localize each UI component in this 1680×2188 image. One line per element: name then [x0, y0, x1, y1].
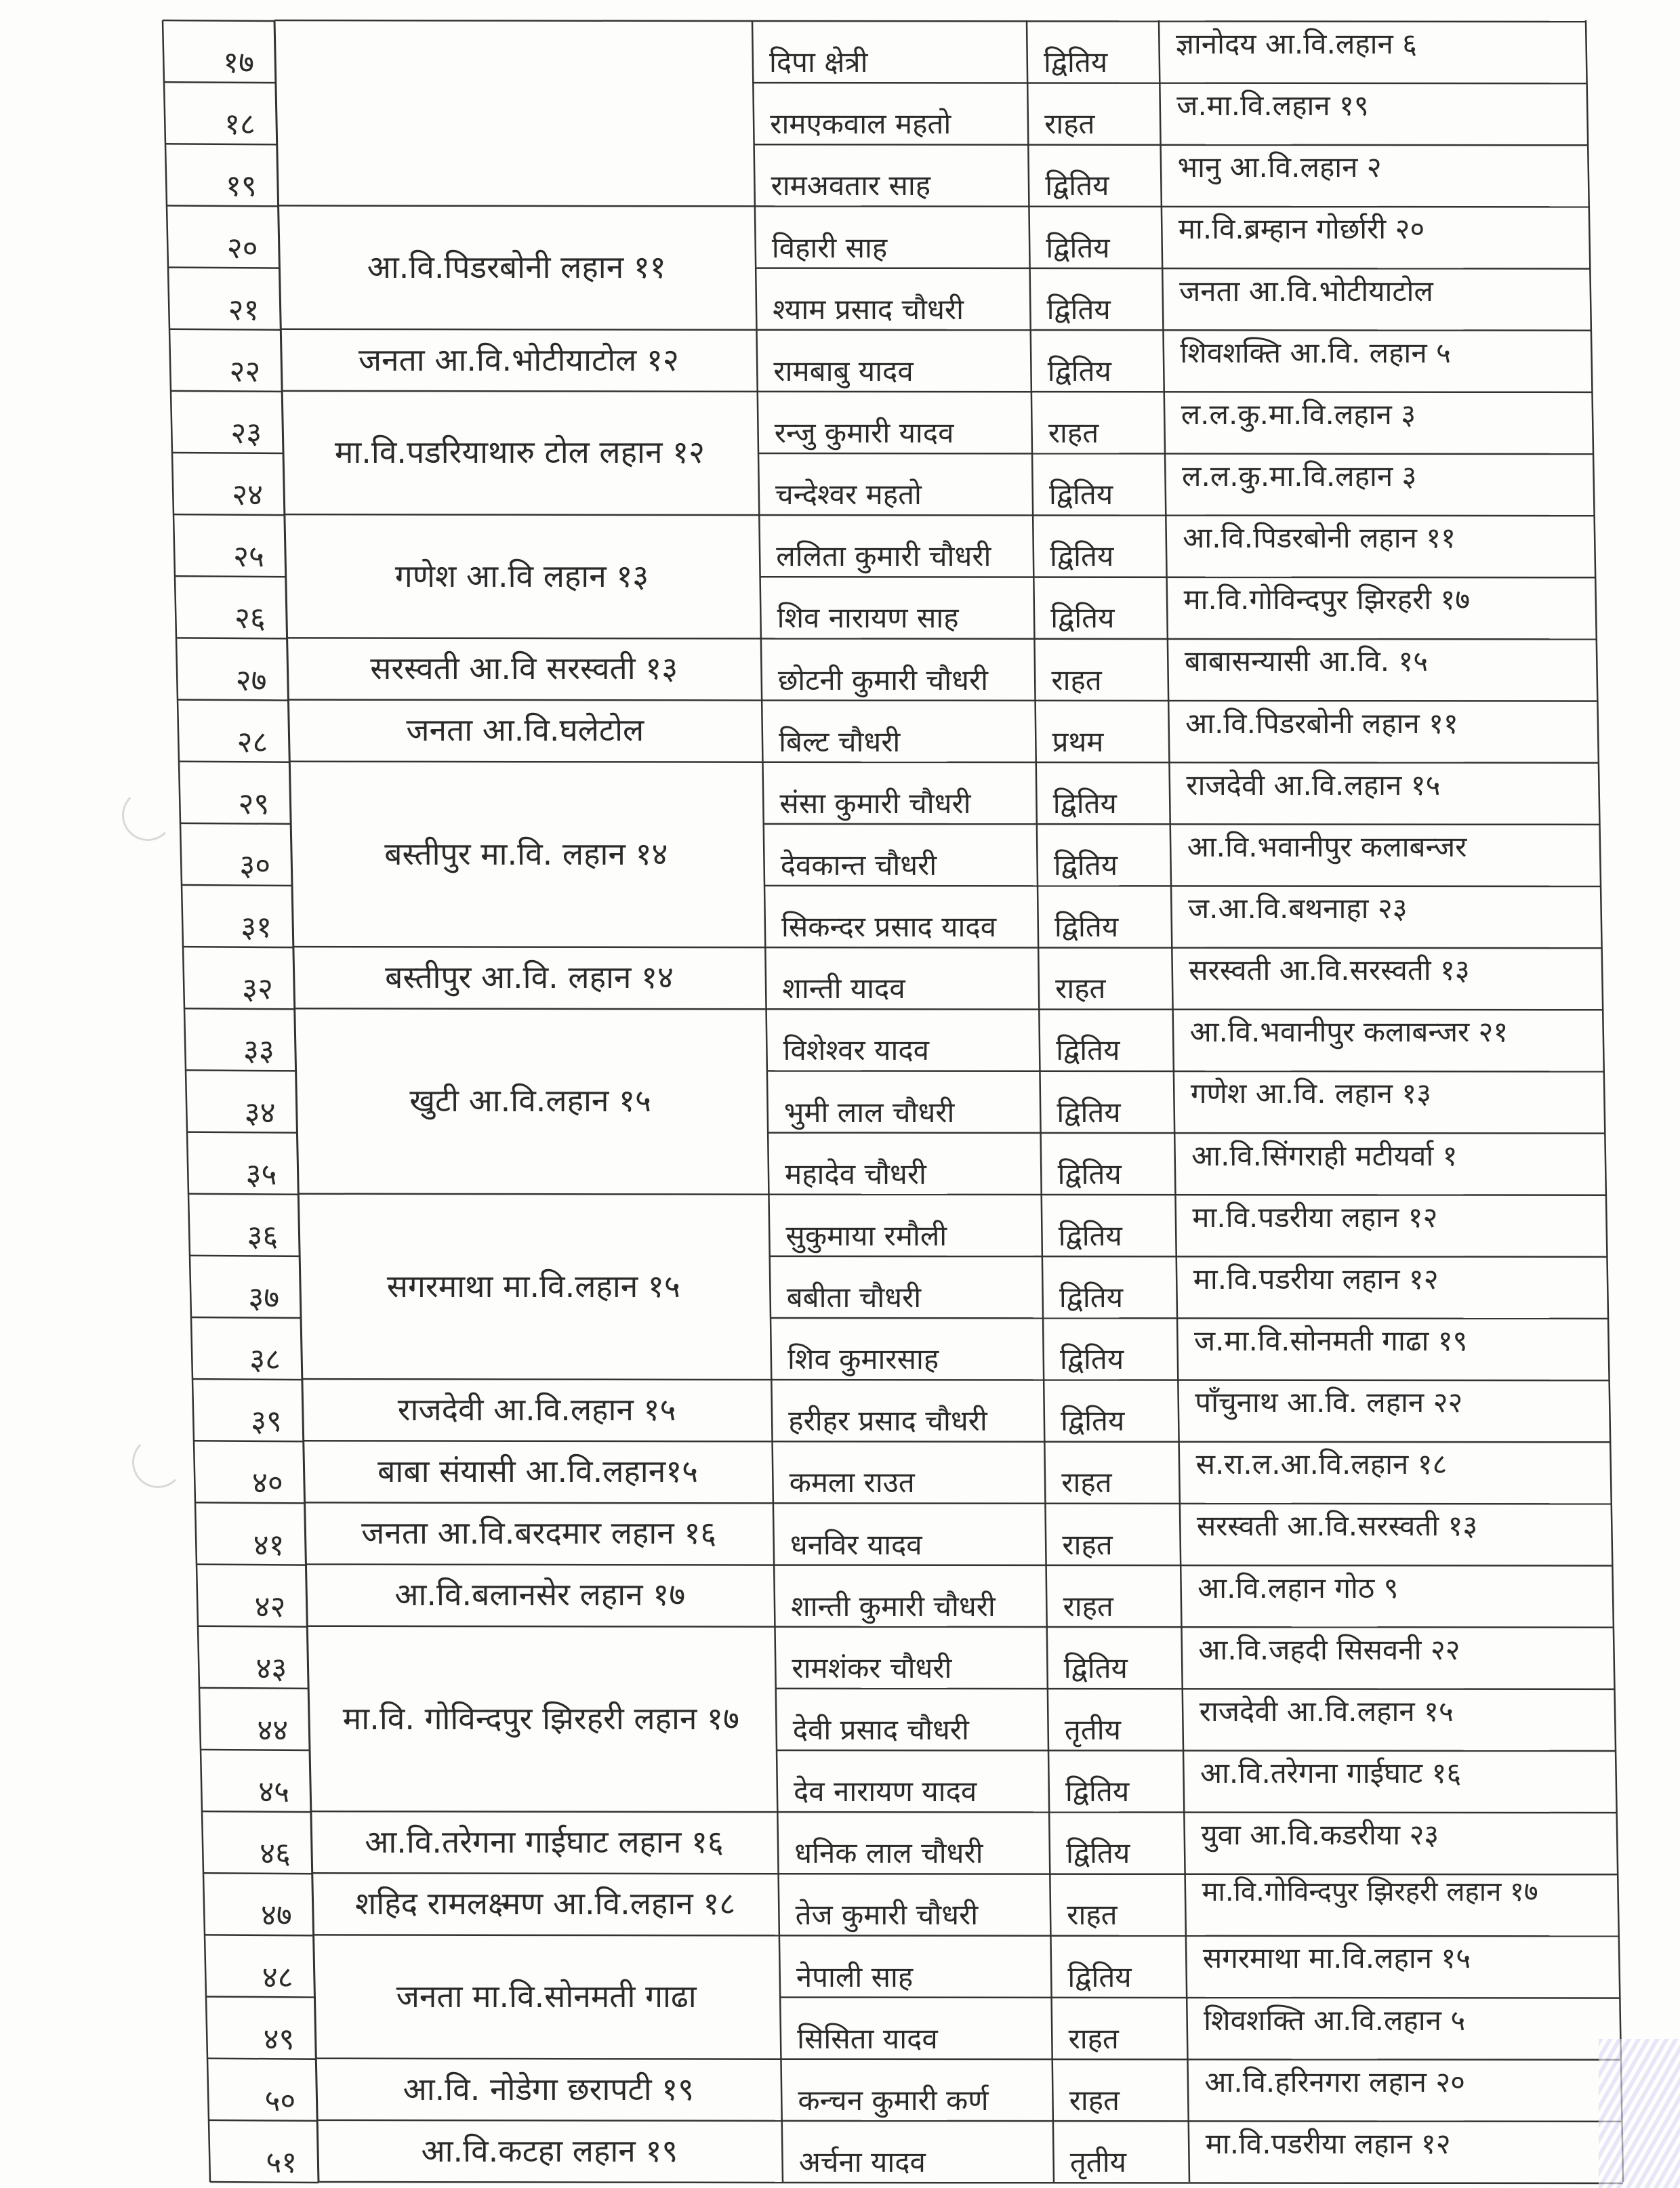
teacher-name: छोटनी कुमारी चौधरी — [777, 663, 988, 697]
grid-line — [319, 2182, 783, 2183]
current-school: खुटी आ.वि.लहान १५ — [409, 1082, 651, 1119]
serial-number: २९ — [238, 786, 270, 821]
grade-level: द्वितिय — [1050, 601, 1115, 635]
grid-line — [771, 1318, 1608, 1319]
teacher-name: सुकुमाया रमौली — [785, 1218, 947, 1252]
grid-line — [198, 1626, 307, 1627]
current-school: सरस्वती आ.वि सरस्वती १३ — [370, 650, 678, 687]
grade-level: राहत — [1069, 2083, 1120, 2117]
grade-level: द्वितिय — [1044, 45, 1108, 79]
grade-level: द्वितिय — [1053, 848, 1118, 882]
grid-line — [761, 638, 1597, 639]
grid-line — [180, 823, 291, 824]
grid-line — [169, 329, 281, 330]
serial-number: १८ — [224, 107, 255, 142]
serial-number: ४१ — [253, 1527, 285, 1563]
teacher-name: कमला राउत — [789, 1466, 915, 1500]
teacher-name: संसा कुमारी चौधरी — [779, 786, 971, 820]
grid-line — [766, 1009, 1603, 1010]
new-school: सरस्वती आ.वि.सरस्वती १३ — [1189, 953, 1470, 987]
grade-level: राहत — [1063, 1589, 1113, 1623]
grid-line — [775, 1627, 1613, 1628]
new-school: शिवशक्ति आ.वि.लहान ५ — [1204, 2003, 1466, 2037]
grade-level: द्वितिय — [1057, 1095, 1121, 1129]
serial-number: ४६ — [260, 1836, 291, 1872]
teacher-name: शिव नारायण साह — [777, 601, 959, 635]
grid-line — [209, 2120, 317, 2121]
current-school: जनता आ.वि.भोटीयाटोल १२ — [358, 341, 679, 378]
serial-number: २५ — [233, 539, 264, 575]
current-school: आ.वि.तरेगना गाईघाट लहान १६ — [365, 1823, 724, 1860]
new-school: राजदेवी आ.वि.लहान १५ — [1199, 1694, 1454, 1728]
grid-line — [167, 205, 279, 206]
grid-line — [756, 268, 1590, 269]
teacher-name: धनिक लाल चौधरी — [794, 1836, 983, 1870]
new-school: मा.वि.पडरीया लहान १२ — [1205, 2126, 1451, 2160]
current-school: जनता आ.वि.घलेटोल — [406, 711, 644, 749]
teacher-name: रामअवतार साह — [771, 169, 931, 203]
new-school: युवा आ.वि.कडरीया २३ — [1201, 1818, 1439, 1852]
new-school: आ.वि.जहदी सिसवनी २२ — [1198, 1632, 1460, 1666]
teacher-name: श्याम प्रसाद चौधरी — [773, 292, 964, 326]
teacher-name: भुमी लाल चौधरी — [783, 1095, 955, 1129]
new-school: शिवशक्ति आ.वि. लहान ५ — [1180, 335, 1451, 369]
serial-number: २७ — [235, 663, 267, 698]
new-school: राजदेवी आ.वि.लहान १५ — [1186, 768, 1441, 802]
grade-level: द्वितिय — [1052, 786, 1117, 820]
grid-line — [199, 1688, 308, 1689]
teacher-name: देवी प्रसाद चौधरी — [792, 1713, 969, 1746]
current-school: गणेश आ.वि लहान १३ — [394, 557, 649, 594]
grade-level: द्वितिय — [1050, 539, 1114, 573]
grid-line — [765, 947, 1601, 948]
serial-number: २४ — [232, 478, 263, 513]
serial-number: ४२ — [254, 1589, 286, 1624]
new-school: स.रा.ल.आ.वि.लहान १८ — [1195, 1447, 1448, 1481]
grid-line — [777, 1750, 1616, 1751]
teacher-name: कन्चन कुमारी कर्ण — [798, 2083, 989, 2117]
current-school: आ.वि. नोडेगा छरापटी १९ — [403, 2070, 695, 2107]
new-school: आ.वि.भवानीपुर कलाबन्जर — [1187, 829, 1467, 863]
current-school: बस्तीपुर आ.वि. लहान १४ — [385, 958, 674, 995]
new-school: आ.वि.पिडरबोनी लहान ११ — [1185, 706, 1458, 740]
current-school: बस्तीपुर मा.वि. लहान १४ — [384, 835, 668, 872]
grade-level: द्वितिय — [1046, 230, 1110, 264]
current-school: आ.वि.बलानसेर लहान १७ — [394, 1576, 686, 1613]
teacher-name: शान्ती कुमारी चौधरी — [791, 1589, 996, 1623]
grid-line — [164, 82, 276, 83]
grid-line — [191, 1317, 301, 1318]
new-school: मा.वि.पडरीया लहान १२ — [1193, 1262, 1439, 1296]
grid-line — [178, 700, 288, 701]
grade-level: द्वितिय — [1067, 1960, 1132, 1994]
serial-number: ३३ — [243, 1033, 274, 1069]
stamp-fragment — [1599, 2039, 1680, 2188]
teacher-name: तेज कुमारी चौधरी — [795, 1898, 979, 1932]
serial-number: ४३ — [255, 1651, 287, 1686]
serial-number: ३० — [239, 848, 271, 883]
new-school: ल.ल.कु.मा.वि.लहान ३ — [1181, 397, 1416, 431]
punch-hole-mark — [122, 789, 173, 841]
current-school: बाबा संयासी आ.वि.लहान१५ — [377, 1453, 699, 1490]
serial-number: २० — [226, 230, 258, 266]
serial-number: १७ — [223, 45, 254, 81]
serial-number: २८ — [237, 724, 268, 760]
grid-line — [203, 1873, 312, 1874]
grade-level: राहत — [1048, 416, 1099, 449]
grid-line — [758, 453, 1593, 454]
grid-line — [754, 144, 1589, 145]
current-school: मा.वि.पडरियाथारु टोल लहान १२ — [334, 434, 705, 471]
current-school — [281, 20, 745, 205]
serial-number: ३७ — [248, 1281, 280, 1315]
new-school: आ.वि.सिंगराही मटीयर्वा १ — [1191, 1138, 1458, 1172]
current-school: आ.वि.पिडरबोनी लहान ११ — [367, 248, 666, 285]
serial-number: २६ — [234, 601, 266, 636]
grade-level: द्वितिय — [1056, 1033, 1120, 1067]
teacher-name: बिल्ट चौधरी — [779, 724, 901, 758]
current-school: मा.वि. गोविन्दपुर झिरहरी लहान १७ — [342, 1699, 739, 1737]
serial-number: ३५ — [245, 1157, 277, 1192]
teacher-name: बबीता चौधरी — [786, 1281, 922, 1314]
teacher-name: सिकन्दर प्रसाद यादव — [781, 910, 997, 944]
teacher-name: देवकान्त चौधरी — [780, 848, 937, 882]
grade-level: द्वितिय — [1045, 169, 1109, 203]
grade-level: राहत — [1055, 972, 1106, 1006]
teacher-name: महादेव चौधरी — [785, 1157, 926, 1191]
teacher-name: हरीहर प्रसाद चौधरी — [788, 1404, 987, 1438]
grade-level: राहत — [1051, 663, 1102, 697]
new-school: सगरमाथा मा.वि.लहान १५ — [1202, 1941, 1471, 1975]
grid-line — [171, 391, 282, 392]
serial-number: २१ — [228, 292, 260, 327]
current-school: जनता आ.वि.बरदमार लहान १६ — [361, 1514, 717, 1552]
teacher-name: देव नारायण यादव — [794, 1775, 977, 1809]
new-school: ज.आ.वि.बथनाहा २३ — [1188, 892, 1408, 925]
new-school: आ.वि.लहान गोठ ९ — [1197, 1571, 1399, 1605]
teacher-name: दिपा क्षेत्री — [769, 45, 868, 79]
grid-line — [210, 2182, 319, 2183]
new-school: बाबासन्यासी आ.वि. १५ — [1184, 644, 1429, 678]
grid-line — [186, 1070, 296, 1071]
grid-line — [184, 1008, 295, 1009]
grade-level: द्वितिय — [1059, 1281, 1124, 1314]
grade-level: तृतीय — [1069, 2145, 1126, 2179]
serial-number: ४५ — [258, 1775, 289, 1810]
current-school: शहिद रामलक्ष्मण आ.वि.लहान १८ — [355, 1885, 736, 1922]
grade-level: द्वितिय — [1047, 354, 1111, 388]
new-school: आ.वि.तरेगना गाईघाट १६ — [1200, 1756, 1462, 1790]
teacher-name: शिव कुमारसाह — [787, 1342, 939, 1376]
teacher-name: विशेश्वर यादव — [783, 1033, 929, 1067]
grade-level: राहत — [1068, 2021, 1119, 2055]
serial-number: ३१ — [241, 910, 272, 945]
new-school: सरस्वती आ.वि.सरस्वती १३ — [1196, 1509, 1478, 1543]
teacher-name: रामबाबु यादव — [773, 354, 914, 388]
new-school: पाँचुनाथ आ.वि. लहान २२ — [1195, 1386, 1463, 1420]
grid-line — [779, 1935, 1619, 1936]
grid-line — [187, 1132, 297, 1133]
new-school: ल.ल.कु.मा.वि.लहान ३ — [1182, 459, 1417, 493]
new-school: आ.वि.पिडरबोनी लहान ११ — [1183, 521, 1456, 555]
serial-number: ३९ — [251, 1404, 282, 1439]
grade-level: प्रथम — [1052, 724, 1104, 758]
grid-line — [192, 1379, 302, 1380]
new-school: आ.वि.हरिनगरा लहान २० — [1204, 2065, 1465, 2099]
new-school: गणेश आ.वि. लहान १३ — [1190, 1077, 1431, 1111]
grid-line — [762, 762, 1598, 763]
grade-level: राहत — [1061, 1466, 1112, 1500]
grid-line — [764, 824, 1600, 825]
teacher-name: नेपाली साह — [796, 1960, 914, 1994]
teacher-name: रामशंकर चौधरी — [792, 1651, 952, 1685]
serial-number: ३४ — [244, 1095, 276, 1130]
grade-level: राहत — [1067, 1898, 1118, 1932]
serial-number: ४७ — [260, 1898, 292, 1933]
new-school: मा.वि.गोविन्दपुर झिरहरी १७ — [1183, 583, 1471, 617]
grade-level: द्वितिय — [1063, 1651, 1128, 1685]
grid-line — [1027, 20, 1054, 2182]
grid-line — [777, 1812, 1616, 1813]
serial-number: ३२ — [242, 972, 273, 1007]
current-school: सगरमाथा मा.वि.लहान १५ — [386, 1267, 680, 1304]
grade-level: द्वितिय — [1054, 910, 1119, 944]
grid-line — [188, 1194, 298, 1195]
grade-level: द्वितिय — [1066, 1836, 1130, 1870]
new-school: ज.मा.वि.सोनमती गाढा १९ — [1194, 1324, 1468, 1357]
teacher-name: सिसिता यादव — [797, 2021, 938, 2055]
grade-level: द्वितिय — [1065, 1775, 1130, 1809]
grade-level: द्वितिय — [1057, 1157, 1122, 1191]
grid-line — [195, 1502, 305, 1503]
grid-line — [755, 206, 1589, 207]
serial-number: ४८ — [262, 1960, 293, 1995]
new-school: आ.वि.भवानीपुर कलाबन्जर २१ — [1189, 1015, 1509, 1049]
teacher-name: विहारी साह — [771, 230, 888, 264]
current-school: राजदेवी आ.वि.लहान १५ — [397, 1390, 676, 1428]
current-school: जनता मा.वि.सोनमती गाढा — [396, 1977, 697, 2015]
serial-number: २३ — [230, 416, 262, 451]
grid-line — [768, 1133, 1605, 1134]
grid-line — [770, 1256, 1607, 1257]
teacher-name: ललिता कुमारी चौधरी — [776, 539, 991, 573]
grid-line — [206, 1997, 314, 1998]
serial-number: १९ — [225, 169, 257, 204]
teacher-name: चन्देश्वर महतो — [775, 478, 922, 512]
teacher-name: रन्जु कुमारी यादव — [774, 416, 954, 449]
grade-level: द्वितिय — [1049, 478, 1113, 512]
teacher-name: अर्चना यादव — [798, 2145, 926, 2179]
current-school: आ.वि.कटहा लहान १९ — [421, 2132, 678, 2169]
new-school: भानु आ.वि.लहान २ — [1177, 150, 1382, 184]
punch-hole-mark — [132, 1437, 184, 1488]
grade-level: तृतीय — [1064, 1713, 1121, 1746]
grid-line — [173, 514, 285, 515]
grade-level: द्वितिय — [1060, 1342, 1124, 1376]
new-school: ज्ञानोदय आ.वि.लहान ६ — [1176, 27, 1418, 60]
grade-level: द्वितिय — [1046, 292, 1111, 326]
teacher-name: रामएकवाल महतो — [770, 107, 951, 141]
serial-number: ३६ — [247, 1218, 279, 1254]
grid-line — [774, 1565, 1612, 1566]
new-school: ज.मा.वि.लहान १९ — [1176, 89, 1369, 123]
new-school: जनता आ.वि.भोटीयाटोल — [1179, 274, 1433, 308]
serial-number: ४९ — [263, 2021, 295, 2057]
grid-line — [756, 330, 1591, 331]
new-school: मा.वि.गोविन्दपुर झिरहरी लहान १७ — [1202, 1876, 1538, 1908]
grid-line — [175, 576, 286, 577]
grade-level: राहत — [1062, 1527, 1113, 1561]
grid-line — [752, 21, 1586, 22]
serial-number: ४० — [251, 1466, 283, 1501]
serial-number: ४४ — [257, 1713, 289, 1748]
grid-line — [182, 885, 292, 886]
serial-number: २२ — [229, 354, 261, 389]
grid-line — [759, 515, 1594, 516]
grid-line — [202, 1811, 311, 1812]
grade-level: राहत — [1044, 107, 1095, 141]
grid-line — [773, 1503, 1612, 1504]
serial-number: ५१ — [266, 2145, 298, 2180]
grid-line — [163, 20, 274, 21]
serial-number: ३८ — [249, 1342, 281, 1378]
serial-number: ५० — [264, 2083, 296, 2118]
grade-level: द्वितिय — [1061, 1404, 1125, 1438]
teacher-name: धनविर यादव — [790, 1527, 922, 1561]
grid-line — [781, 2059, 1620, 2060]
grid-line — [782, 2121, 1622, 2122]
teacher-name: शान्ती यादव — [782, 972, 905, 1006]
grid-line — [773, 1441, 1611, 1442]
new-school: मा.वि.पडरीया लहान १२ — [1192, 1200, 1438, 1234]
grade-level: द्वितिय — [1058, 1218, 1122, 1252]
new-school: मा.वि.ब्रम्हान गोर्छारी २० — [1178, 212, 1425, 246]
